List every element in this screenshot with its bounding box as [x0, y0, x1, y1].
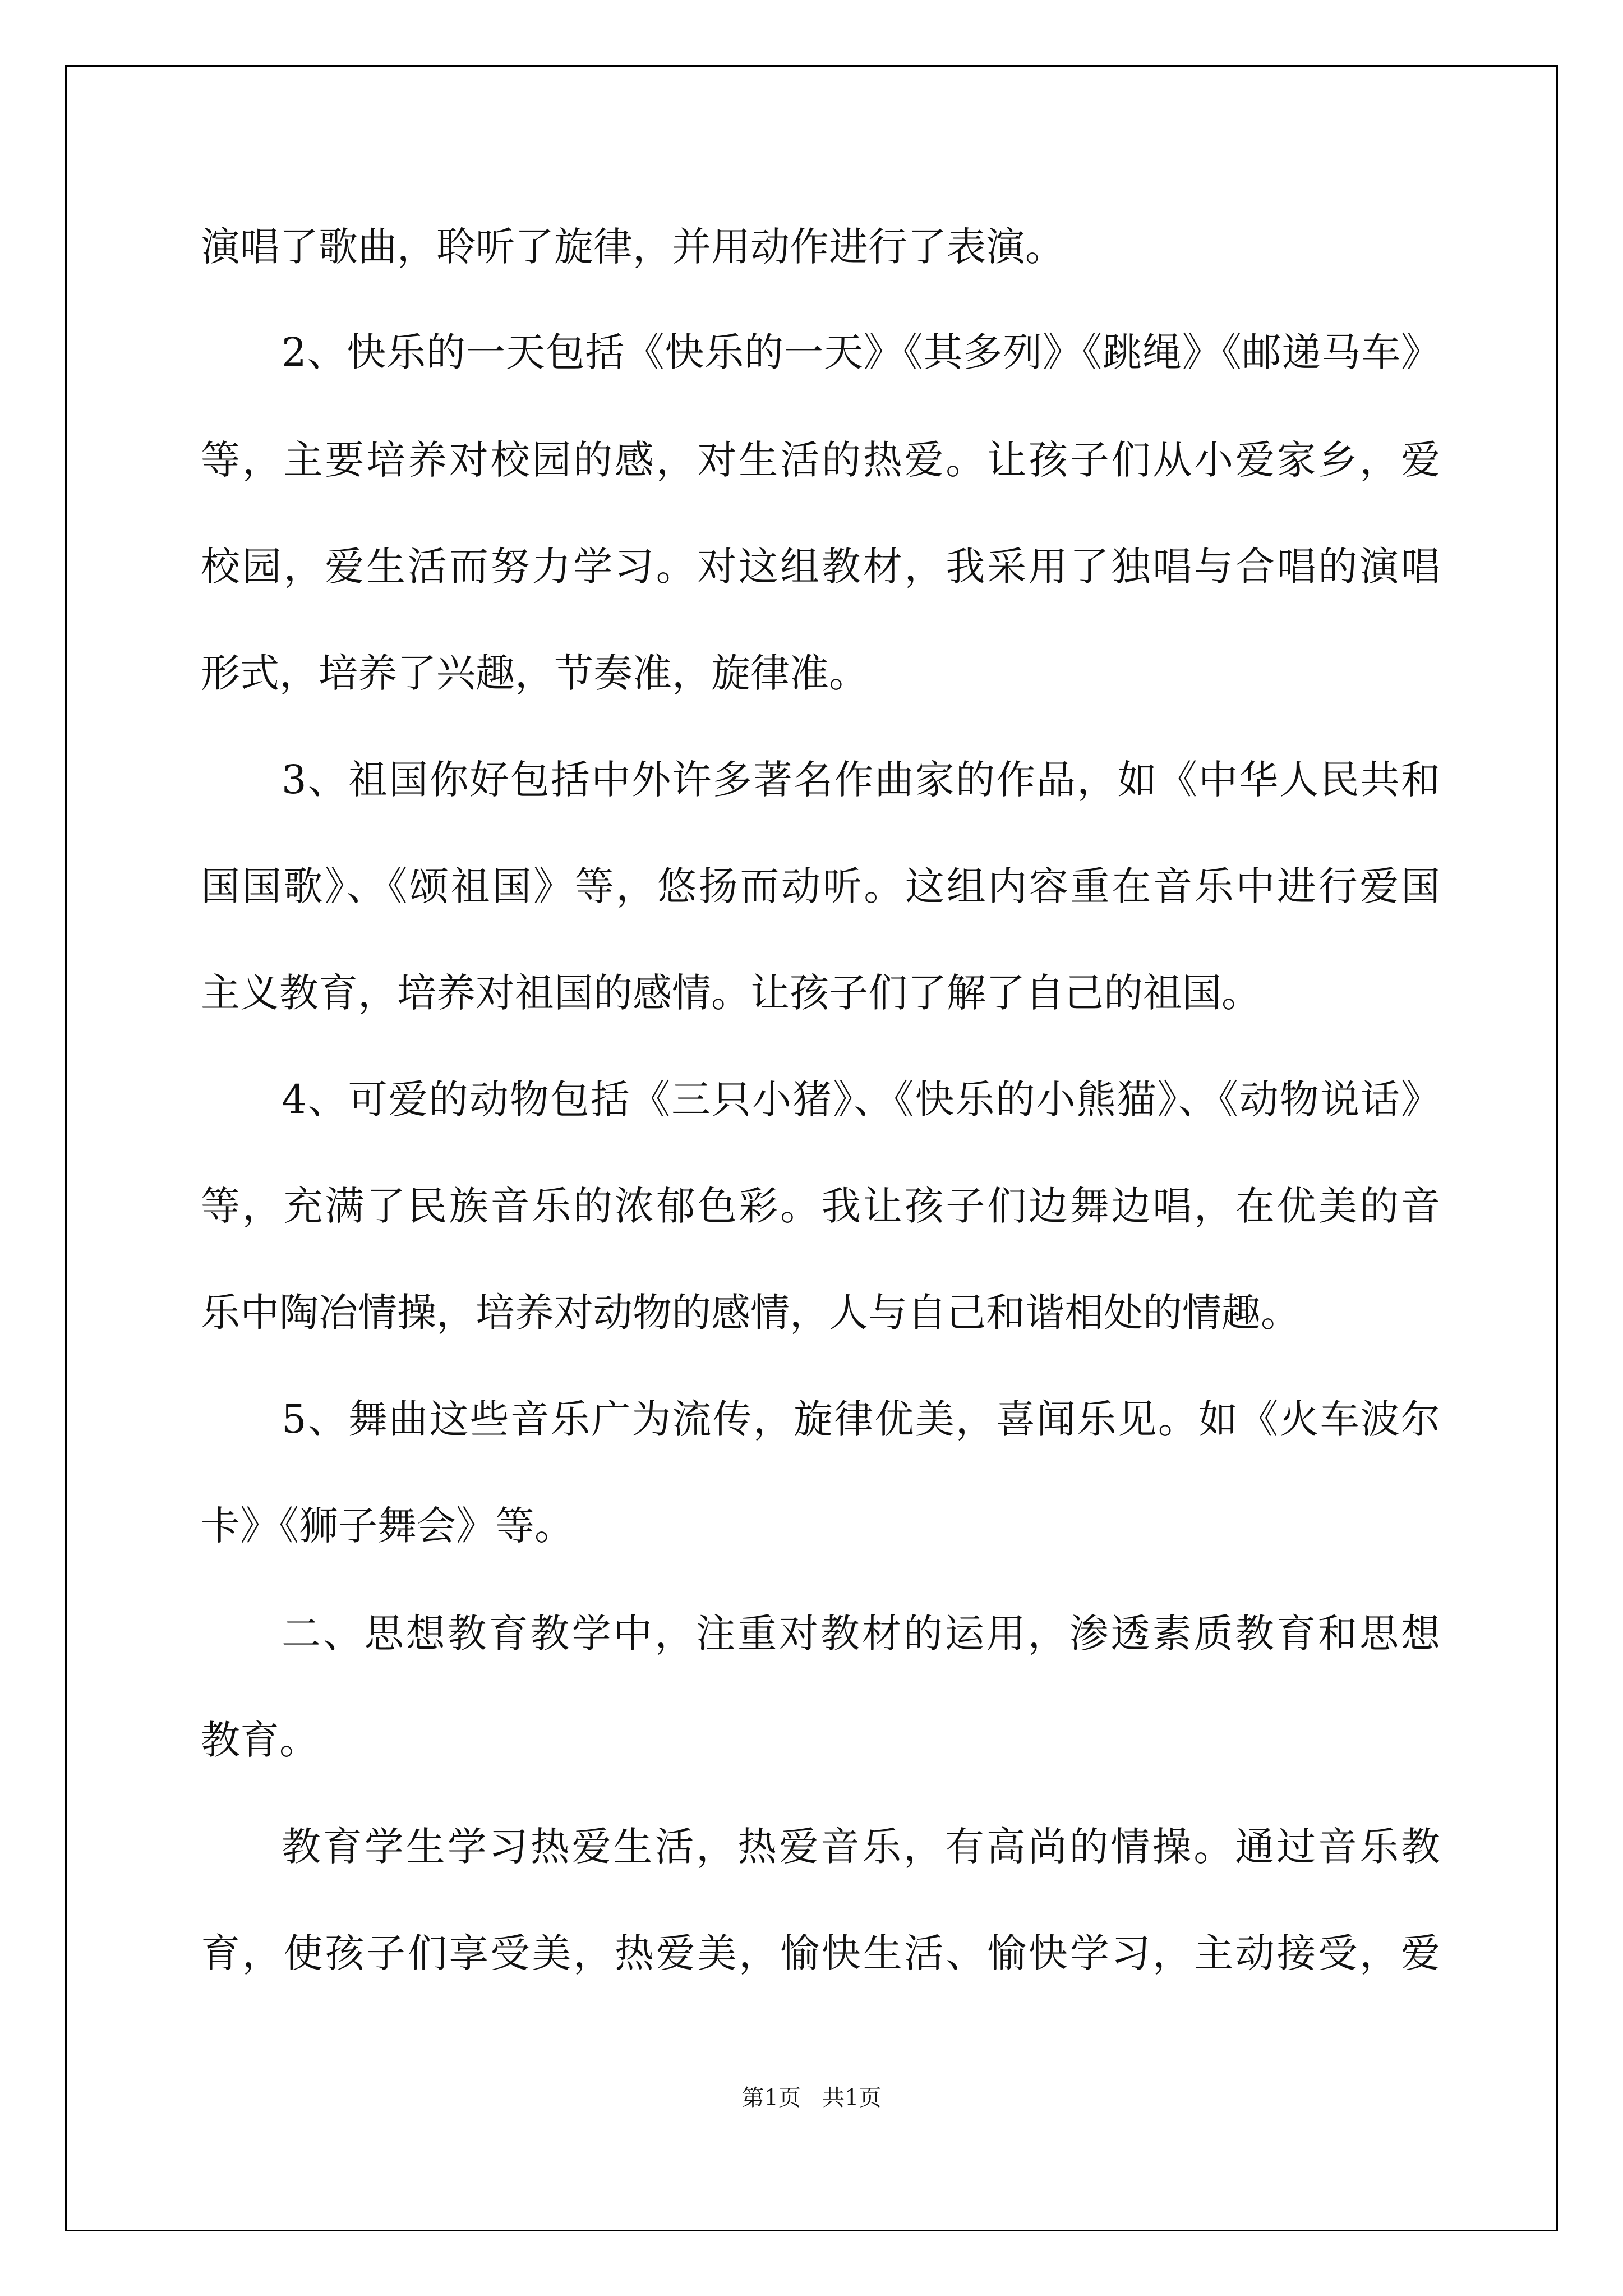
text-line: 教育。 — [201, 1717, 319, 1763]
text-line: 乐中陶冶情操，培养对动物的感情，人与自己和谐相处的情趣。 — [201, 1290, 1300, 1336]
text-line: 3、祖国你好包括中外许多著名作曲家的作品，如《中华人民共和 — [282, 757, 1440, 803]
text-line: 2、快乐的一天包括《快乐的一天》《其多列》《跳绳》《邮递马车》 — [282, 329, 1440, 375]
text-line: 5、舞曲这些音乐广为流传，旋律优美，喜闻乐见。如《火车波尔 — [282, 1396, 1440, 1442]
text-line: 主义教育，培养对祖国的感情。让孩子们了解了自己的祖国。 — [201, 970, 1261, 1016]
text-line: 育，使孩子们享受美，热爱美，愉快生活、愉快学习，主动接受，爱 — [201, 1930, 1440, 1976]
text-line: 二、思想教育教学中，注重对教材的运用，渗透素质教育和思想 — [282, 1611, 1440, 1657]
text-line: 演唱了歌曲，聆听了旋律，并用动作进行了表演。 — [201, 224, 1064, 270]
text-line: 等，主要培养对校园的感，对生活的热爱。让孩子们从小爱家乡，爱 — [201, 437, 1440, 483]
text-line: 形式，培养了兴趣，节奏准，旋律准。 — [201, 650, 868, 696]
page-border — [65, 65, 1558, 2231]
text-line: 卡》《狮子舞会》等。 — [201, 1503, 574, 1549]
text-line: 国国歌》、《颂祖国》等，悠扬而动听。这组内容重在音乐中进行爱国 — [201, 863, 1440, 909]
text-line: 等，充满了民族音乐的浓郁色彩。我让孩子们边舞边唱，在优美的音 — [201, 1183, 1440, 1229]
text-line: 教育学生学习热爱生活，热爱音乐，有高尚的情操。通过音乐教 — [282, 1824, 1440, 1870]
text-line: 4、可爱的动物包括《三只小猪》、《快乐的小熊猫》、《动物说话》 — [282, 1076, 1440, 1122]
page-number-footer: 第1页 共1页 — [741, 2085, 882, 2111]
text-line: 校园，爱生活而努力学习。对这组教材，我采用了独唱与合唱的演唱 — [201, 544, 1440, 590]
